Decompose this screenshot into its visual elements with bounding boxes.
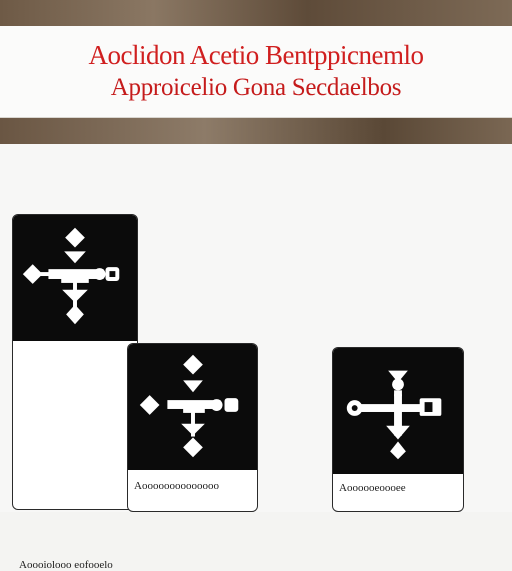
card-1-compass-icon	[13, 215, 137, 341]
card-3-compass-icon	[333, 348, 463, 474]
top-wood-strip	[0, 0, 512, 26]
card-3-artwork	[333, 348, 463, 474]
card-3[interactable]	[332, 347, 464, 512]
card-1[interactable]	[12, 214, 138, 571]
card-2-artwork	[128, 344, 257, 470]
card-2[interactable]	[127, 343, 258, 512]
card-2-caption: Aoooooooooooooo	[134, 480, 219, 492]
banner-title: Aoclidon Acetio Bentppicnemlo	[88, 40, 424, 70]
card-1-caption: Aoooiolooo eofooelo	[19, 559, 113, 571]
card-1-artwork	[13, 215, 137, 341]
middle-wood-strip	[0, 118, 512, 144]
card-2-compass-icon	[128, 344, 257, 470]
banner-subtitle: Approicelio Gona Secdaelbos	[110, 74, 402, 101]
title-banner	[0, 26, 512, 118]
card-3-caption: Aoooooeoooee	[339, 482, 406, 494]
